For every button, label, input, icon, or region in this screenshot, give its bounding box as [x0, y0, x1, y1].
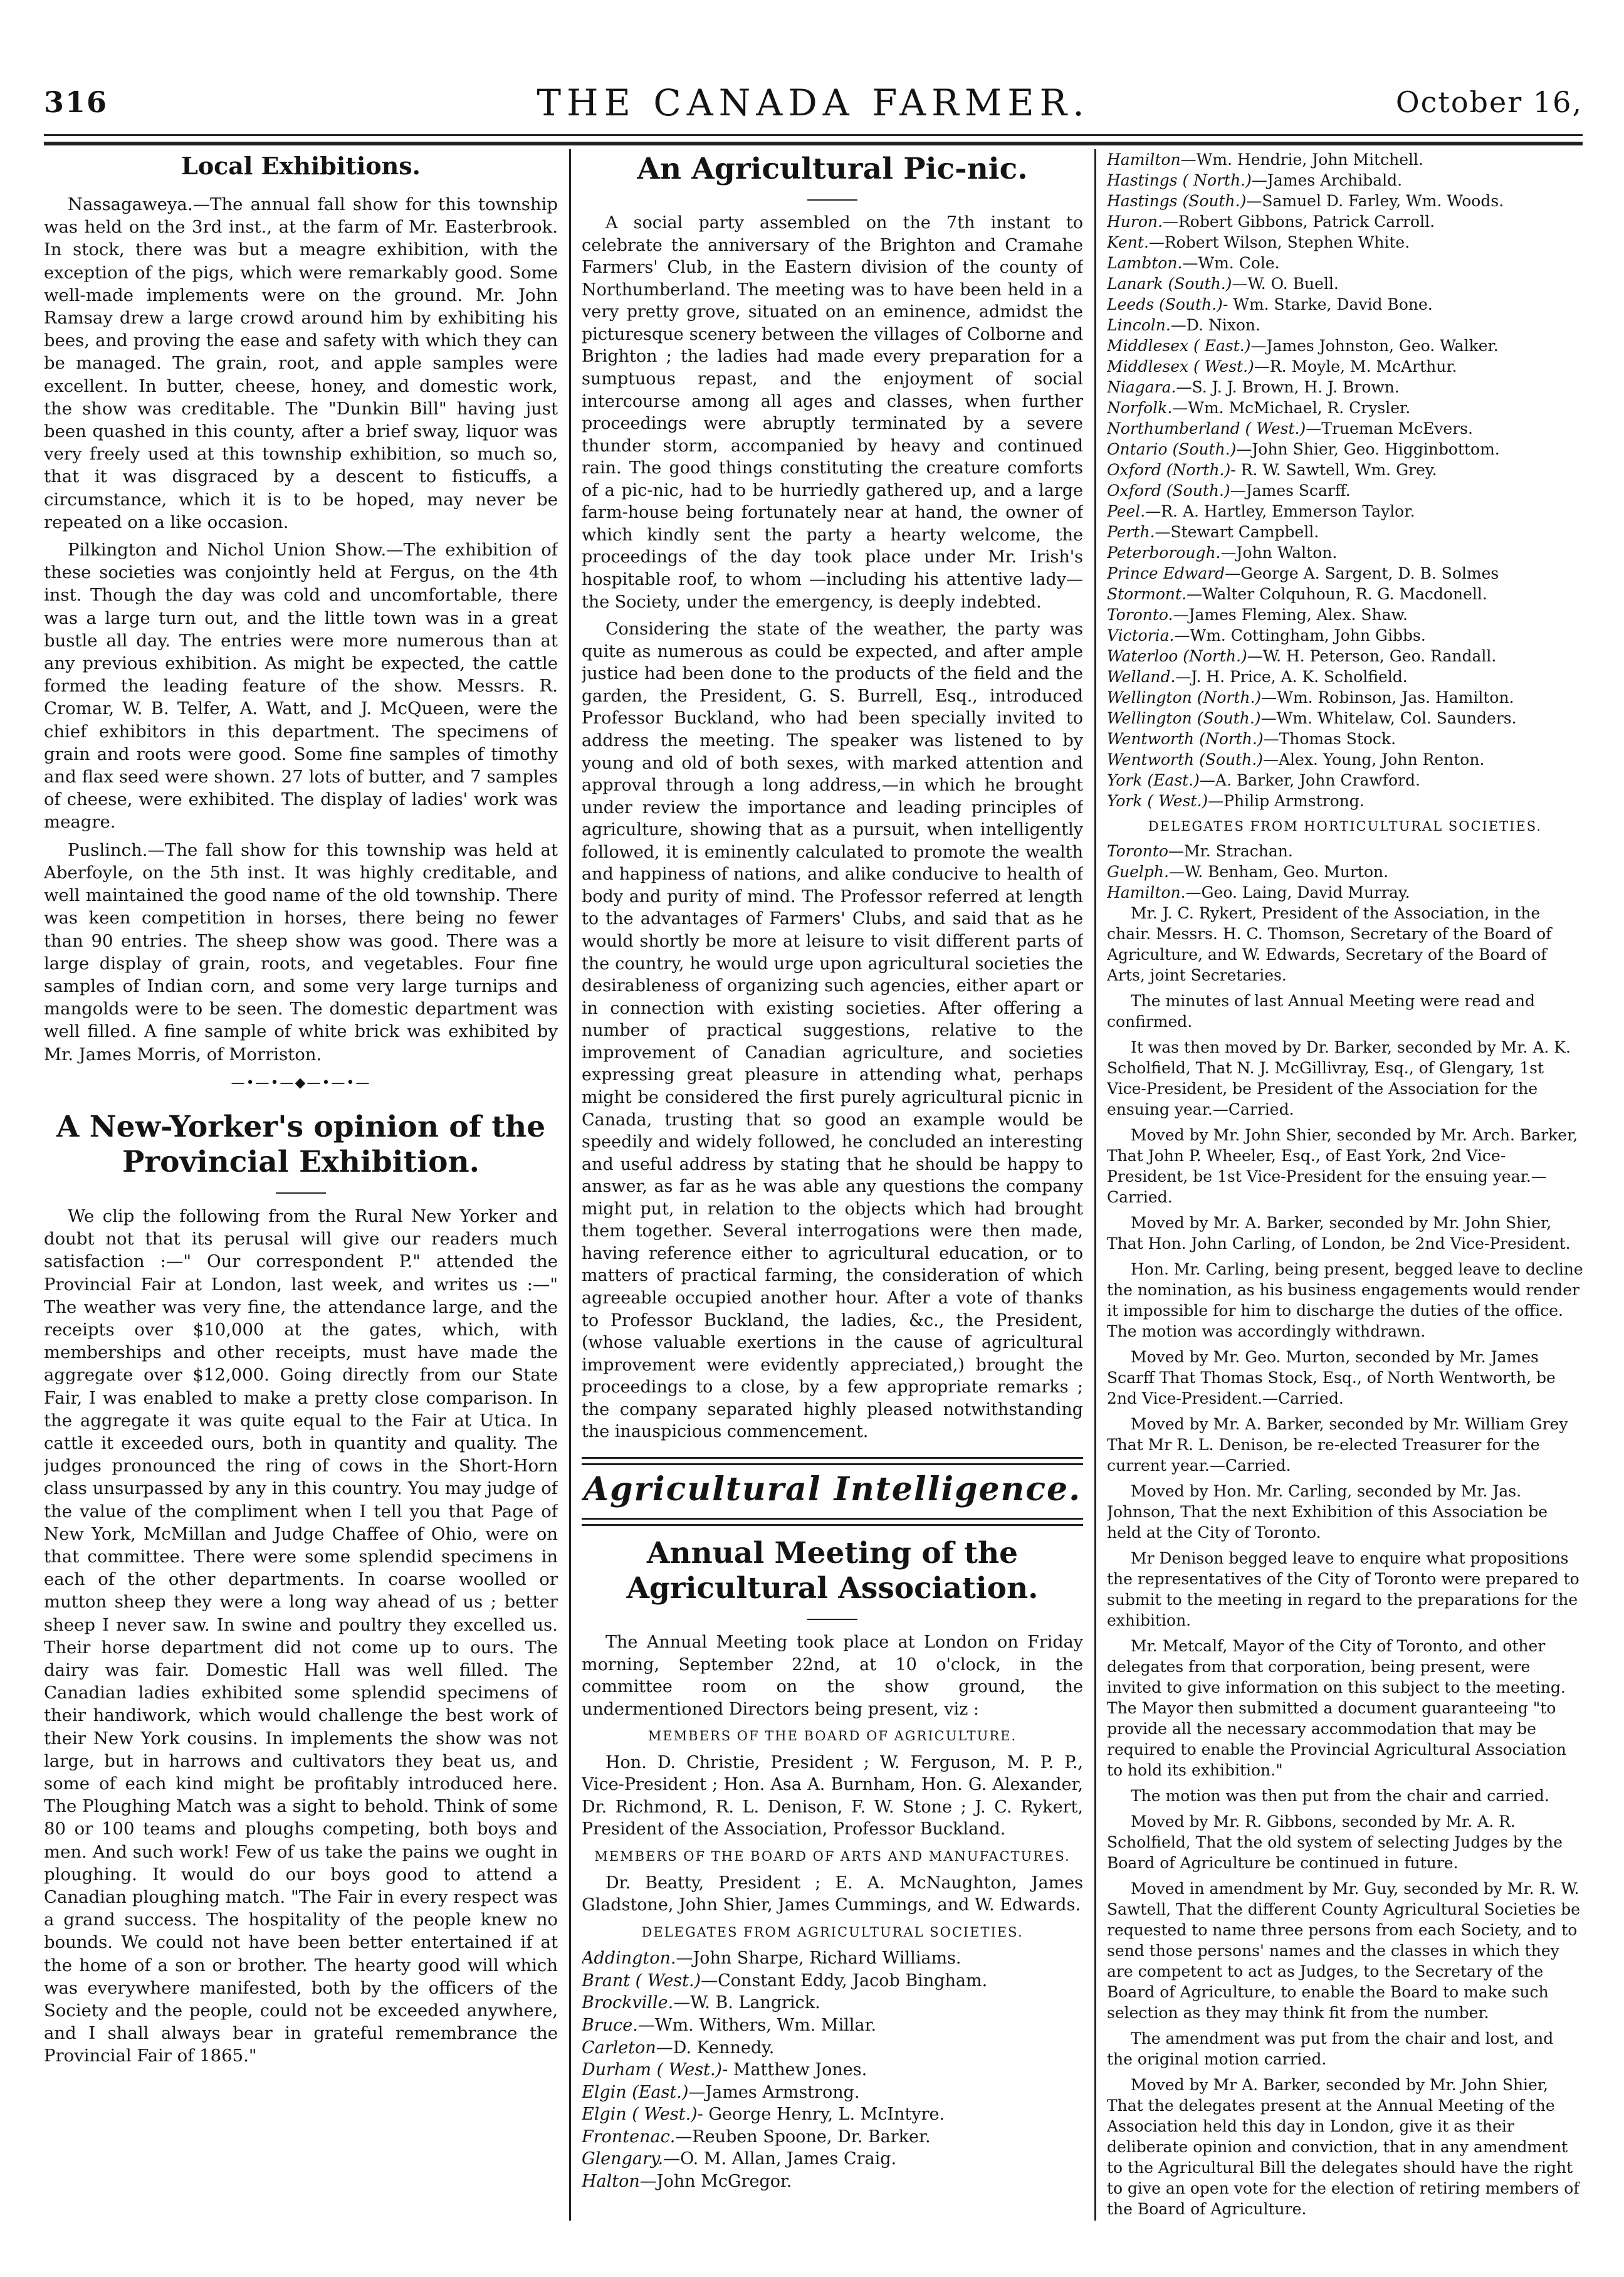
delegate-entry: Lambton.—Wm. Cole. — [1107, 254, 1280, 272]
delegate-entry: Kent.—Robert Wilson, Stephen White. — [1107, 233, 1410, 251]
subheading: MEMBERS OF THE BOARD OF ARTS AND MANUFACTURES. — [594, 1849, 1071, 1864]
column-divider-1 — [569, 149, 571, 2221]
article-paragraph: Puslinch.—The fall show for this township was held at Aberfoyle, on the 5th inst. It was highly creditable, and well maintained the good name of the old township. There was keen competition in horses, there being no fewer than 90 entries. The sheep show was good. There was a large display of grain, roots, and vegetables. Four fine samples of Indian corn, and some very large turnips and mangolds were to be seen. The domestic department was well filled. A fine sample of white brick was exhibited by Mr. James Morris, of Morriston. — [44, 839, 558, 1065]
article-paragraph: Dr. Beatty, President ; E. A. McNaughton, James Gladstone, John Shier, James Cummings, and W. Edwards. — [582, 1873, 1083, 1915]
delegate-entry: Hamilton.—Geo. Laing, David Murray. — [1107, 883, 1410, 902]
delegate-entry: Toronto.—James Fleming, Alex. Shaw. — [1107, 606, 1408, 624]
column-3 — [1107, 149, 1583, 2227]
delegate-entry: Toronto—Mr. Strachan. — [1107, 842, 1293, 860]
delegate-entry: Northumberland ( West.)—Trueman McEvers. — [1107, 419, 1473, 438]
delegate-entry: Wentworth (North.)—Thomas Stock. — [1107, 730, 1396, 748]
delegate-entry: Oxford (North.)- R. W. Sawtell, Wm. Grey. — [1107, 461, 1437, 479]
delegate-entry: Huron.—Robert Gibbons, Patrick Carroll. — [1107, 213, 1435, 231]
delegate-entry: York (East.)—A. Barker, John Crawford. — [1107, 771, 1420, 789]
delegate-list — [1107, 149, 1583, 811]
delegate-entry: Elgin (East.)—James Armstrong. — [582, 2082, 860, 2102]
heading-rule — [807, 199, 857, 201]
section-double-rule — [582, 1457, 1083, 1465]
delegate-entry: Wentworth (South.)—Alex. Young, John Renton. — [1107, 750, 1485, 769]
article-paragraph: Hon. D. Christie, President ; W. Ferguson, M. P. P., Vice-President ; Hon. Asa A. Burnham, Hon. G. Alexander, Dr. Richmond, R. L. Denison, F. W. Stone ; J. C. Rykert, President of the Association, Professor Buckland. — [582, 1752, 1083, 1839]
issue-date: October 16, — [1395, 85, 1583, 119]
delegate-entry: Lanark (South.)—W. O. Buell. — [1107, 275, 1339, 293]
header-rule-thin — [44, 134, 1583, 136]
delegate-entry: Perth.—Stewart Campbell. — [1107, 523, 1319, 541]
delegate-entry: York ( West.)—Philip Armstrong. — [1107, 792, 1365, 810]
column-divider-2 — [1094, 149, 1096, 2221]
minutes-paragraph: Moved by Mr. Geo. Murton, seconded by Mr. James Scarff That Thomas Stock, Esq., of North Wentworth, be 2nd Vice-President.—Carried. — [1107, 1348, 1556, 1407]
delegate-entry: Brockville.—W. B. Langrick. — [582, 1993, 820, 2013]
delegate-entry: Frontenac.—Reuben Spoone, Dr. Barker. — [582, 2127, 931, 2147]
newspaper-title: THE CANADA FARMER. — [537, 82, 1090, 124]
header-rule-thick — [44, 142, 1583, 145]
minutes-paragraph: Mr. J. C. Rykert, President of the Association, in the chair. Messrs. H. C. Thomson, Secretary of the Board of Agriculture, and W. Edwards, Secretary of the Board of Arts, joint Secretaries. — [1107, 904, 1552, 984]
delegate-entry: Victoria.—Wm. Cottingham, John Gibbs. — [1107, 626, 1426, 644]
heading-rule — [276, 1192, 326, 1194]
delegate-entry: Wellington (North.)—Wm. Robinson, Jas. Hamilton. — [1107, 688, 1514, 707]
article-paragraph: We clip the following from the Rural New Yorker and doubt not that its perusal will give our readers much satisfaction :—" Our correspondent P." attended the Provincial Fair at London, last week, and writes us :—" The weather was very fine, the attendance large, and the receipts over $10,000 at the gates, which, with memberships and other receipts, must have made the aggregate over $12,000. Going directly from our State Fair, I was enabled to make a pretty close comparison. In the aggregate it was quite equal to the Fair at Utica. In cattle it exceeded ours, both in quantity and quality. The judges pronounced the ring of cows in the Short-Horn class unsurpassed by any in this country. You may judge of the value of the compliment when I tell you that Page of New York, McMillan and Judge Chaffee of Ohio, were on that committee. There were some splendid specimens in each of the other departments. In coarse woolled or mutton sheep they were a long way ahead of us ; better sheep I never saw. In swine and poultry they excelled us. Their horse department did not come up to ours. The dairy was fair. Domestic Hall was well filled. The Canadian ladies exhibited some splendid specimens of their handiwork, which would challenge the best work of their New York cousins. In implements the show was not large, but in harrows and cultivators they beat us, and some of each kind might be profitably introduced here. The Ploughing Match was a sight to behold. Think of some 80 or 100 teams and ploughs competing, both boys and men. And such work! Few of us take the pains we ought in ploughing. It would do our boys good to attend a Canadian ploughing match. "The Fair in every respect was a grand success. The hospitality of the people knew no bounds. We could not have been better entertained if at the home of a son or brother. The hearty good will which was everywhere manifested, both by the officers of the Society and the people, could not be exceeded anywhere, and I shall always bear in grateful remembrance the Provincial Fair of 1865." — [44, 1206, 558, 2066]
minutes-paragraph: Moved by Mr A. Barker, seconded by Mr. John Shier, That the delegates present at the Annual Meeting of the Association held this day in London, give it as their deliberate opinion and conviction, that in any amendment to the Agricultural Bill the delegates should have the right to give an open vote for the election of retiring members of the Board of Agriculture. — [1107, 2076, 1579, 2218]
page-number: 316 — [44, 85, 108, 119]
minutes-paragraph: Moved by Mr. John Shier, seconded by Mr. Arch. Barker, That John P. Wheeler, Esq., of East York, 2nd Vice-President, be 1st Vice-President for the ensuing year.—Carried. — [1107, 1126, 1578, 1206]
delegate-entry: Carleton—D. Kennedy. — [582, 2038, 775, 2058]
delegate-entry: Norfolk.—Wm. McMichael, R. Crysler. — [1107, 399, 1411, 417]
delegate-entry: Guelph.—W. Benham, Geo. Murton. — [1107, 863, 1389, 881]
delegate-entry: Niagara.—S. J. J. Brown, H. J. Brown. — [1107, 378, 1400, 396]
delegate-entry: Oxford (South.)—James Scarff. — [1107, 481, 1351, 500]
delegate-entry: Brant ( West.)—Constant Eddy, Jacob Bingham. — [582, 1970, 988, 1990]
delegate-entry: Peterborough.—John Walton. — [1107, 544, 1338, 562]
delegate-entry: Waterloo (North.)—W. H. Peterson, Geo. Randall. — [1107, 647, 1497, 665]
delegate-entry: Prince Edward—George A. Sargent, D. B. Solmes — [1107, 564, 1499, 582]
delegate-entry: Stormont.—Walter Colquhoun, R. G. Macdonell. — [1107, 585, 1487, 603]
delegate-entry: Hastings ( North.)—James Archibald. — [1107, 171, 1403, 189]
minutes-paragraph: Moved by Mr. A. Barker, seconded by Mr. William Grey That Mr R. L. Denison, be re-elected Treasurer for the current year.—Carried. — [1107, 1415, 1568, 1475]
local-exhibitions-heading: Local Exhibitions. — [181, 152, 421, 180]
subheading: MEMBERS OF THE BOARD OF AGRICULTURE. — [647, 1728, 1017, 1744]
subheading: DELEGATES FROM AGRICULTURAL SOCIETIES. — [641, 1924, 1024, 1940]
article-paragraph: Nassagaweya.—The annual fall show for this township was held on the 3rd inst., at the farm of Mr. Easterbrook. In stock, there was but a meagre exhibition, with the exception of the pigs, which were remarkably good. Some well-made implements were on the ground. Mr. John Ramsay drew a large crowd around him by exhibiting his bees, and proving the ease and safety with which they can be managed. The grain, root, and apple samples were excellent. In butter, cheese, honey, and domestic work, the show was creditable. The "Dunkin Bill" having just been quashed in this county, after a brief sway, liquor was very freely used at this township exhibition, so much so, that it was disgraced by a descent to fisticuffs, a circumstance, which it is to be hoped, may never be repeated on a like occasion. — [44, 194, 558, 532]
minutes-paragraph: The minutes of last Annual Meeting were read and confirmed. — [1107, 992, 1535, 1031]
delegate-entry: Lincoln.—D. Nixon. — [1107, 316, 1260, 334]
subheading: DELEGATES FROM HORTICULTURAL SOCIETIES. — [1148, 819, 1543, 834]
delegate-entry: Leeds (South.)- Wm. Starke, David Bone. — [1107, 295, 1433, 313]
section-ornament: —•—•—◆—•—•— — [231, 1075, 371, 1091]
minutes-paragraph: Moved by Mr. R. Gibbons, seconded by Mr. A. R. Scholfield, That the old system of selecting Judges by the Board of Agriculture be continued in future. — [1107, 1812, 1563, 1872]
delegate-entry: Middlesex ( East.)—James Johnston, Geo. Walker. — [1107, 337, 1499, 355]
delegate-entry: Peel.—R. A. Hartley, Emmerson Taylor. — [1107, 502, 1415, 520]
delegate-entry: Welland.—J. H. Price, A. K. Scholfield. — [1107, 668, 1408, 686]
minutes-paragraph: Mr. Metcalf, Mayor of the City of Toronto, and other delegates from that corporation, being present, were invited to give information on this subject to the meeting. The Mayor then submitted a document guaranteeing "to provide all the necessary accommodation that may be required to enable the Provincial Agricultural Association to hold its exhibition." — [1107, 1637, 1566, 1779]
delegate-entry: Middlesex ( West.)—R. Moyle, M. McArthur. — [1107, 357, 1457, 376]
minutes-paragraph: Hon. Mr. Carling, being present, begged leave to decline the nomination, as his business engagements would render it impossible for him to discharge the duties of the office. The motion was accordingly withdrawn. — [1107, 1260, 1583, 1340]
column-2 — [582, 149, 1083, 2227]
minutes-paragraph: It was then moved by Dr. Barker, seconded by Mr. A. K. Scholfield, That N. J. McGillivray, Esq., of Glengary, 1st Vice-President, be President of the Association for the ensuing year.—Carried. — [1107, 1038, 1571, 1118]
heading-rule — [807, 1619, 857, 1620]
minutes-paragraph: Moved by Mr. A. Barker, seconded by Mr. John Shier, That Hon. John Carling, of London, be 2nd Vice-President. — [1107, 1214, 1571, 1253]
picnic-heading: An Agricultural Pic-nic. — [637, 152, 1028, 186]
delegate-entry: Addington.—John Sharpe, Richard Williams. — [582, 1948, 961, 1969]
masthead — [44, 82, 1583, 132]
column-1 — [44, 149, 558, 2227]
delegate-entry: Bruce.—Wm. Withers, Wm. Millar. — [582, 2015, 877, 2035]
article-paragraph: The Annual Meeting took place at London on Friday morning, September 22nd, at 10 o'clock, in the committee room on the show ground, the undermentioned Directors being present, viz : — [582, 1632, 1083, 1719]
delegate-entry: Elgin ( West.)- George Henry, L. McIntyre. — [582, 2105, 945, 2125]
new-yorker-opinion-heading: A New-Yorker's opinion of the Provincial Exhibition. — [56, 1109, 546, 1179]
article-paragraph: Pilkington and Nichol Union Show.—The exhibition of these societies was conjointly held at Fergus, on the 4th inst. Though the day was cold and uncomfortable, there was a large turn out, and the little town was in a great bustle all day. The entries were more numerous than at any previous exhibition. As might be expected, the cattle formed the leading feature of the show. Messrs. R. Cromar, W. B. Telfer, A. Watt, and J. McQueen, were the chief exhibitors in this department. The specimens of grain and roots were good. Some fine samples of timothy and flax seed were shown. 27 lots of butter, and 7 samples of cheese, were exhibited. The display of ladies' work was meagre. — [44, 540, 558, 833]
delegate-entry: Halton—John McGregor. — [582, 2171, 792, 2191]
delegate-entry: Wellington (South.)—Wm. Whitelaw, Col. Saunders. — [1107, 709, 1517, 727]
minutes-paragraph: Mr Denison begged leave to enquire what propositions the representatives of the City of Toronto were prepared to submit to the meeting in regard to the preparations for the exhibition. — [1107, 1549, 1579, 1629]
section-double-rule — [582, 1518, 1083, 1526]
delegate-entry: Hamilton—Wm. Hendrie, John Mitchell. — [1107, 150, 1423, 169]
section-title: Agricultural Intelligence. — [583, 1470, 1082, 1508]
minutes-paragraph: The amendment was put from the chair and lost, and the original motion carried. — [1107, 2029, 1554, 2068]
annual-meeting-heading: Annual Meeting of the Agricultural Association. — [626, 1535, 1039, 1606]
delegate-entry: Durham ( West.)- Matthew Jones. — [582, 2060, 867, 2080]
delegate-entry: Glengary.—O. M. Allan, James Craig. — [582, 2149, 897, 2169]
delegate-entry: Ontario (South.)—John Shier, Geo. Higginbottom. — [1107, 440, 1500, 458]
delegate-entry: Hastings (South.)—Samuel D. Farley, Wm. Woods. — [1107, 192, 1504, 210]
delegate-list — [582, 1947, 1083, 2192]
horticultural-delegate-list — [1107, 841, 1583, 903]
minutes-paragraph: The motion was then put from the chair and carried. — [1131, 1787, 1549, 1805]
minutes-paragraph: Moved by Hon. Mr. Carling, seconded by Mr. Jas. Johnson, That the next Exhibition of this Association be held at the City of Toronto. — [1107, 1482, 1548, 1542]
minutes-paragraph: Moved in amendment by Mr. Guy, seconded by Mr. R. W. Sawtell, That the different County Agricultural Societies be requested to name three persons from each Society, and to send those persons' names and the classes in which they are competent to act as Judges, to the Secretary of the Board of Agriculture, to enable the Board to make such selection as they may think fit from the number. — [1107, 1880, 1581, 2022]
article-paragraph: Considering the state of the weather, the party was quite as numerous as could be expected, and after ample justice had been done to the products of the field and the garden, the President, G. S. Burrell, Esq., introduced Professor Buckland, who had been specially invited to address the meeting. The speaker was listened to by young and old of both sexes, with marked attention and approval through a long address,—in which he brought under review the importance and leading principles of agriculture, showing that as a pursuit, when intelligently followed, it is eminently calculated to promote the wealth and happiness of nations, and alike conducive to health of body and purity of mind. The Professor referred at length to the advantages of Farmers' Clubs, and said that as he would shortly be more at leisure to visit different parts of the country, he would urge upon agricultural societies the desirableness of organizing such agencies, either apart or in connection with existing societies. After offering a number of practical suggestions, relative to the improvement of Canadian agriculture, and societies expressing great pleasure in attending what, perhaps might be considered the first purely agricultural picnic in Canada, trusting that so good an example would be speedily and widely followed, he concluded an interesting and useful address by stating that he should be happy to answer, as far as he was able any questions the company might put, in relation to the objects which had brought them together. Several interrogations were then made, having reference either to agricultural education, or to matters of practical farming, the consideration of which agreeable occupied another hour. After a vote of thanks to Professor Buckland, the ladies, &c., the President, (whose valuable exertions in the cause of agricultural improvement were evidently appreciated,) brought the proceedings to a close, by a few appropriate remarks ; the company separated highly pleased notwithstanding the inauspicious commencement. — [582, 619, 1083, 1442]
article-paragraph: A social party assembled on the 7th instant to celebrate the anniversary of the Brighton and Cramahe Farmers' Club, in the Eastern division of the county of Northumberland. The meeting was to have been held in a very pretty grove, situated on an eminence, admidst the picturesque scenery between the villages of Colborne and Brighton ; the ladies had made every preparation for a sumptuous repast, and the enjoyment of social intercourse among all ages and classes, when further proceedings were abruptly terminated by a severe thunder storm, accompanied by heavy and continued rain. The good things constituting the creature comforts of a pic-nic, had to be hurriedly gathered up, and a large farm-house being fortunately near at hand, the owner of which kindly sent the party a hearty welcome, the proceedings of the day took place under Mr. Irish's hospitable roof, to whom —including his attentive lady—the Society, under the emergency, is deeply indebted. — [582, 213, 1083, 612]
